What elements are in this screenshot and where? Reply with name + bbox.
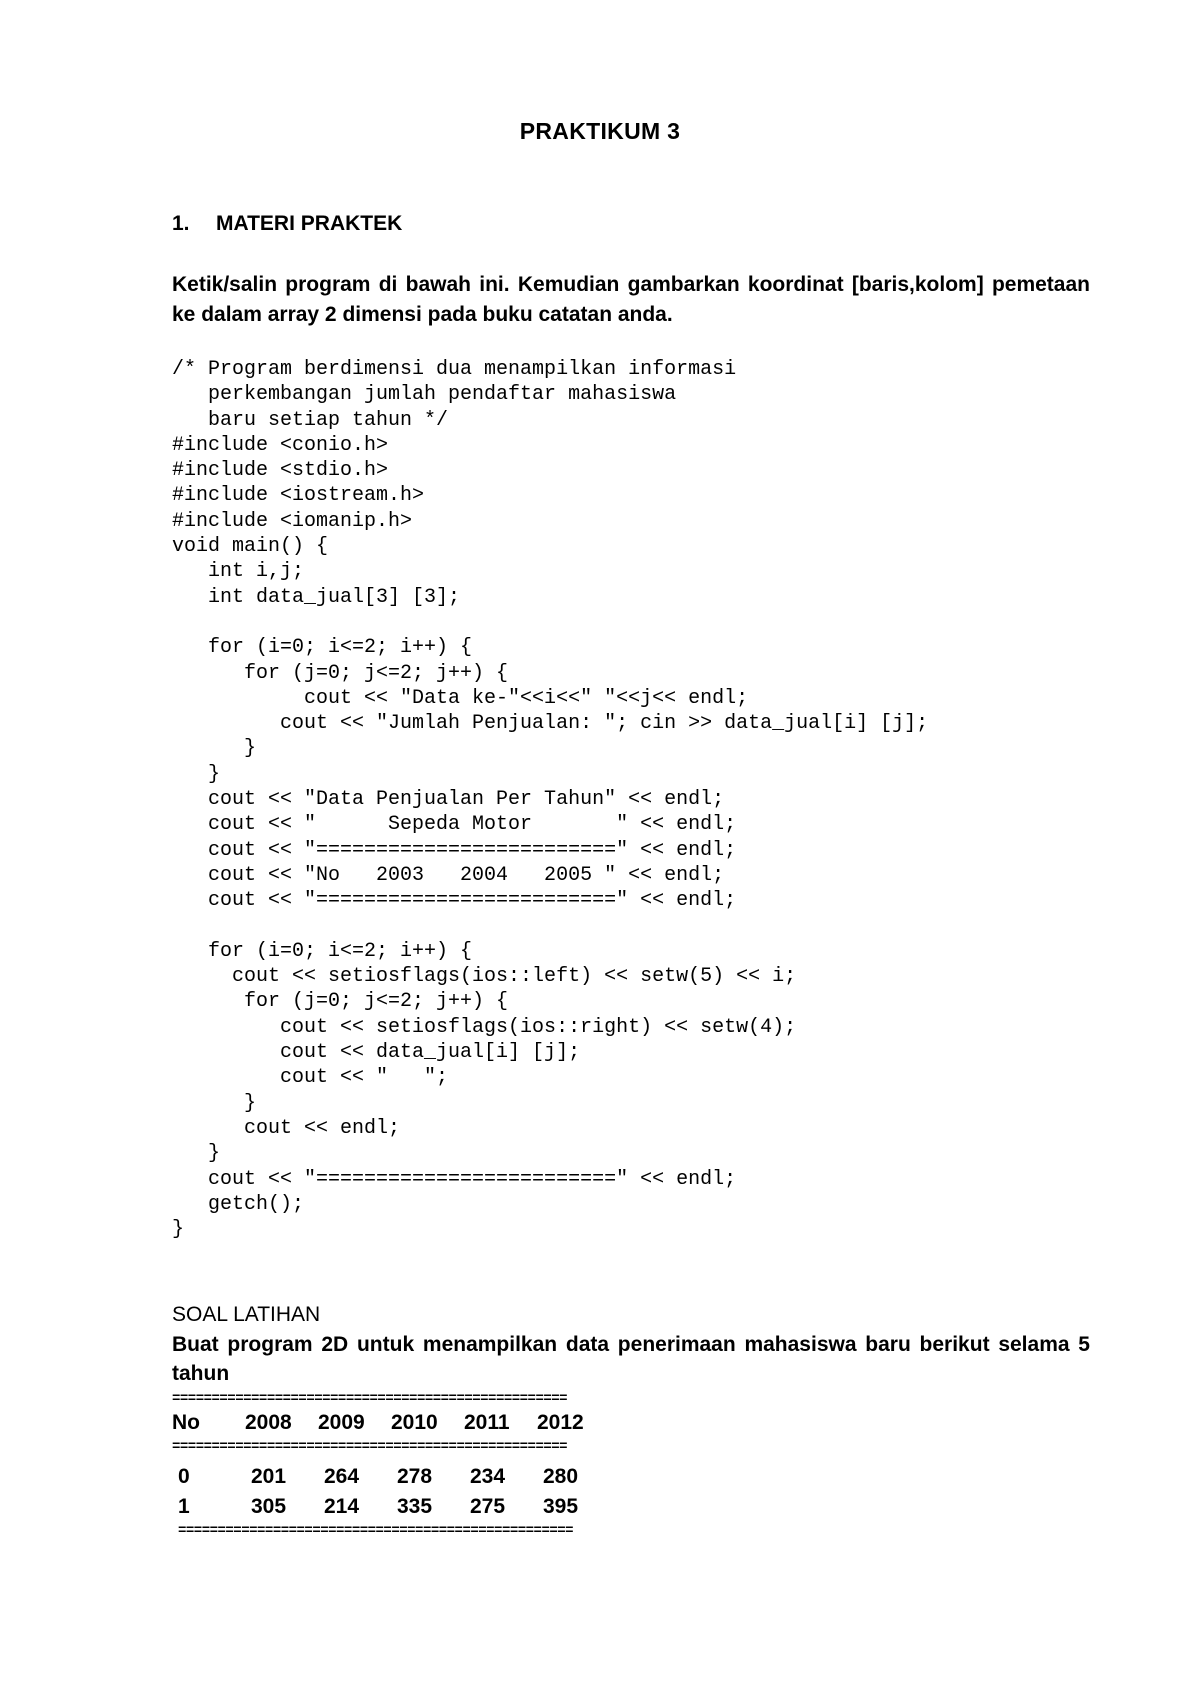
- code-line: #include <conio.h>: [172, 433, 389, 457]
- code-line: perkembangan jumlah pendaftar mahasiswa: [172, 383, 677, 407]
- column-header: 2009: [318, 1411, 365, 1434]
- table-cell: 214: [324, 1495, 360, 1518]
- code-line: #include <stdio.h>: [172, 459, 389, 483]
- table-separator-middle: ==================================================: [172, 1439, 568, 1455]
- code-line: baru setiap tahun */: [172, 408, 449, 432]
- code-line: cout << " Sepeda Motor " << endl;: [172, 813, 737, 837]
- code-line: cout << " ";: [172, 1066, 449, 1090]
- code-line: }: [172, 737, 257, 761]
- column-header: 2011: [464, 1411, 510, 1434]
- column-header: 2012: [537, 1411, 584, 1434]
- table-cell: 278: [397, 1465, 433, 1488]
- code-line: cout << setiosflags(ios::left) << setw(5) << i;: [172, 965, 797, 989]
- table-cell: 0: [178, 1465, 190, 1488]
- table-cell: 395: [543, 1495, 579, 1518]
- table-separator-top: ==================================================: [172, 1391, 568, 1407]
- table-cell: 1: [178, 1495, 190, 1518]
- table-cell: 275: [470, 1495, 506, 1518]
- code-line: }: [172, 1091, 257, 1115]
- code-line: for (i=0; i<=2; i++) {: [172, 939, 473, 963]
- code-line: }: [172, 762, 221, 786]
- section-title: MATERI PRAKTEK: [216, 212, 403, 235]
- table-row: [172, 1492, 616, 1522]
- table-cell: 201: [251, 1465, 287, 1488]
- code-line: for (i=0; i<=2; i++) {: [172, 636, 473, 660]
- page-title: PRAKTIKUM 3: [519, 118, 681, 144]
- code-line: }: [172, 1142, 221, 1166]
- code-line: cout << "Data ke-"<<i<<" "<<j<< endl;: [172, 686, 749, 710]
- table-cell: 264: [324, 1465, 360, 1488]
- code-line: cout << "=========================" << endl;: [172, 889, 737, 913]
- table-row: [172, 1462, 616, 1492]
- code-line: cout << "No 2003 2004 2005 " << endl;: [172, 863, 725, 887]
- column-header: 2008: [245, 1411, 292, 1434]
- exercise-table: [172, 1390, 616, 1540]
- code-line: for (j=0; j<=2; j++) {: [172, 990, 509, 1014]
- code-line: getch();: [172, 1192, 305, 1216]
- exercise-description: Buat program 2D untuk menampilkan data penerimaan mahasiswa baru berikut selama 5 tahun: [172, 1333, 1090, 1385]
- instruction-paragraph: Ketik/salin program di bawah ini. Kemudian gambarkan koordinat [baris,kolom] pemetaan ke dalam array 2 dimensi pada buku catatan anda.: [172, 273, 1090, 326]
- section-number: 1.: [172, 212, 190, 235]
- code-line: cout << "Jumlah Penjualan: "; cin >> data_jual[i] [j];: [172, 712, 929, 736]
- code-line: cout << "=========================" << endl;: [172, 1167, 737, 1191]
- table-cell: 234: [470, 1465, 506, 1488]
- column-header: 2010: [391, 1411, 438, 1434]
- exercise-heading: SOAL LATIHAN: [172, 1303, 321, 1326]
- column-header: No: [172, 1411, 200, 1434]
- code-line: cout << endl;: [172, 1116, 401, 1140]
- table-separator-bottom: ==================================================: [178, 1523, 574, 1539]
- table-cell: 280: [543, 1465, 579, 1488]
- code-line: cout << setiosflags(ios::right) << setw(4);: [172, 1015, 797, 1039]
- code-line: #include <iomanip.h>: [172, 509, 413, 533]
- code-line: for (j=0; j<=2; j++) {: [172, 661, 509, 685]
- code-line: cout << "=========================" << endl;: [172, 838, 737, 862]
- code-line: /* Program berdimensi dua menampilkan informasi: [172, 358, 737, 381]
- table-cell: 305: [251, 1495, 287, 1518]
- code-line: void main() {: [172, 535, 329, 559]
- code-line: #include <iostream.h>: [172, 484, 425, 508]
- table-header-row: [172, 1408, 616, 1438]
- code-line: cout << data_jual[i] [j];: [172, 1041, 581, 1065]
- code-line: int i,j;: [172, 560, 305, 584]
- code-line: int data_jual[3] [3];: [172, 585, 461, 609]
- table-cell: 335: [397, 1495, 433, 1518]
- code-listing: [172, 357, 928, 1242]
- code-line: }: [172, 1218, 185, 1242]
- section-heading: [172, 212, 402, 236]
- code-line: cout << "Data Penjualan Per Tahun" << endl;: [172, 788, 725, 812]
